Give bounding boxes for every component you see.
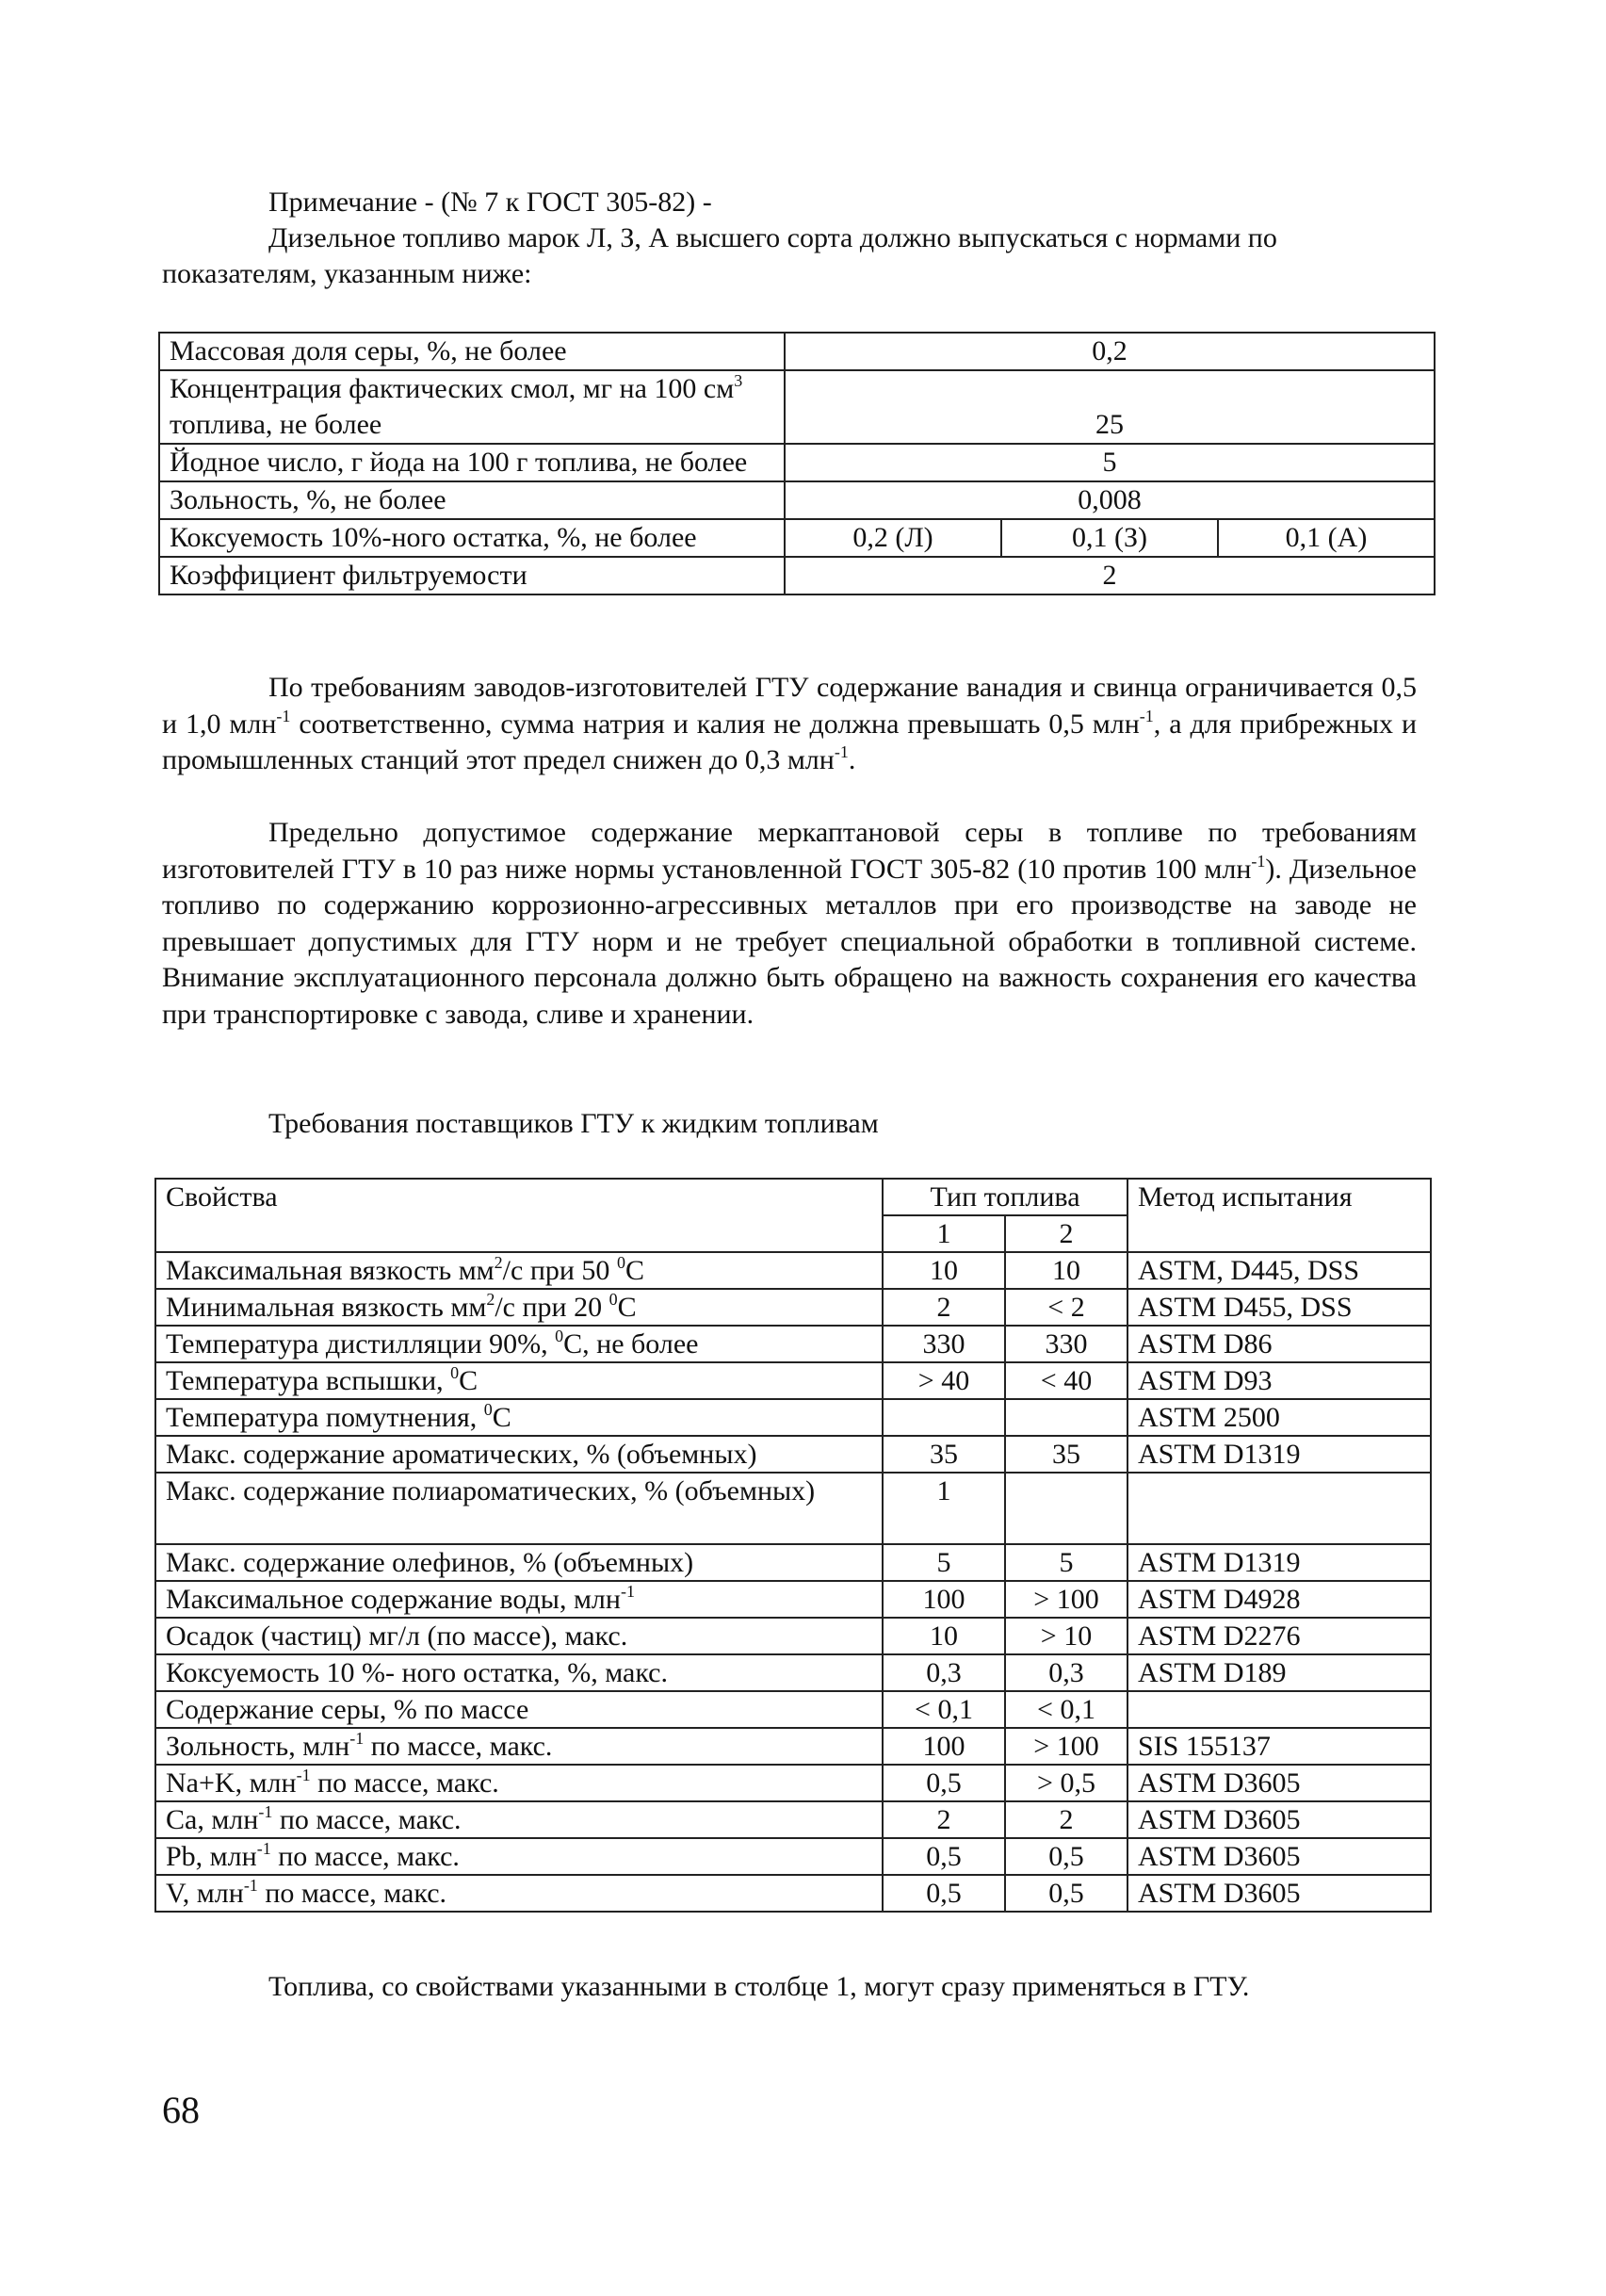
value-type-1: 100	[883, 1581, 1005, 1618]
table-row	[155, 1838, 1431, 1875]
method-cell: ASTM D1319	[1127, 1436, 1431, 1473]
superscript: -1	[258, 1802, 273, 1821]
superscript: -1	[349, 1729, 365, 1748]
table-row	[155, 1728, 1431, 1765]
property-text: по массе, макс.	[257, 1878, 447, 1909]
property-cell	[155, 1326, 883, 1362]
paragraph-text: , а для прибрежных и промышленных станций этот предел снижен до 0,3 млн	[162, 708, 1417, 775]
row-value: 0,1 (З)	[1001, 519, 1218, 557]
property-text: Ca, млн	[166, 1804, 259, 1835]
paragraph-text: ). Дизельное топливо по содержанию коррозионно-агрессивных металлов при его производстве на заводе не превышает допустимых для ГТУ норм и не требует специальной обработки в топливной системе. Внимание эксплуатационного персонала должно быть обращено на важность сохранения его качества при транспортировке с завода, сливе и хранении.	[162, 853, 1417, 1030]
value-type-1: 2	[883, 1801, 1005, 1838]
table-row	[155, 1691, 1431, 1728]
table-row	[159, 370, 1435, 444]
property-text: по массе, макс.	[272, 1804, 462, 1835]
table-row	[159, 519, 1435, 557]
table-row	[155, 1436, 1431, 1473]
method-cell: ASTM 2500	[1127, 1399, 1431, 1436]
method-cell: ASTM D3605	[1127, 1765, 1431, 1801]
row-label: Йодное число, г йода на 100 г топлива, не более	[159, 444, 785, 481]
paragraph-text: соответственно, сумма натрия и калия не должна превышать 0,5 млн	[290, 708, 1140, 740]
value-type-1: 100	[883, 1728, 1005, 1765]
header-type-1: 1	[883, 1215, 1005, 1252]
property-text: Температура дистилляции 90%,	[166, 1328, 556, 1360]
table-row	[159, 481, 1435, 519]
property-text: С	[492, 1402, 511, 1433]
row-value: 5	[785, 444, 1435, 481]
table-row	[155, 1326, 1431, 1362]
fuel-requirements-table	[154, 1178, 1432, 1913]
property-text: /с при 50	[502, 1255, 617, 1286]
property-text: С	[625, 1255, 644, 1286]
property-text: по массе, макс.	[310, 1767, 499, 1799]
superscript: -1	[276, 706, 291, 725]
method-cell: ASTM D1319	[1127, 1544, 1431, 1581]
value-type-2: 0,5	[1005, 1838, 1127, 1875]
row-value: 0,2	[785, 333, 1435, 370]
table-row	[155, 1399, 1431, 1436]
value-type-2: 35	[1005, 1436, 1127, 1473]
value-type-1: 5	[883, 1544, 1005, 1581]
table-row	[159, 557, 1435, 594]
method-cell: ASTM D2276	[1127, 1618, 1431, 1654]
value-type-2: > 0,5	[1005, 1765, 1127, 1801]
note-title: Примечание - (№ 7 к ГОСТ 305-82) -	[268, 187, 712, 218]
value-type-1: < 0,1	[883, 1691, 1005, 1728]
page-number: 68	[162, 2089, 200, 2131]
header-properties: Свойства	[155, 1179, 883, 1252]
property-text: V, млн	[166, 1878, 244, 1909]
row-value: 25	[785, 370, 1435, 444]
value-type-1: 0,5	[883, 1838, 1005, 1875]
value-type-1: 10	[883, 1618, 1005, 1654]
superscript: -1	[834, 742, 849, 761]
header-type-2: 2	[1005, 1215, 1127, 1252]
property-text: Осадок (частиц) мг/л (по массе), макс.	[166, 1620, 628, 1652]
table-row	[155, 1252, 1431, 1289]
property-text: по массе, макс.	[364, 1731, 553, 1762]
row-label: Зольность, %, не более	[159, 481, 785, 519]
property-text: Макс. содержание олефинов, % (объемных)	[166, 1547, 694, 1578]
method-cell: ASTM D3605	[1127, 1838, 1431, 1875]
value-type-2	[1005, 1399, 1127, 1436]
table-row	[159, 444, 1435, 481]
property-text: Максимальная вязкость мм	[166, 1255, 495, 1286]
row-label	[159, 370, 785, 444]
row-value: 0,008	[785, 481, 1435, 519]
property-cell	[155, 1436, 883, 1473]
property-text: Температура помутнения,	[166, 1402, 484, 1433]
note-body: Дизельное топливо марок Л, З, А высшего сорта должно выпускаться с нормами по показателям, указанным ниже:	[162, 222, 1277, 289]
table-body	[155, 1252, 1431, 1912]
property-text: Зольность, млн	[166, 1731, 350, 1762]
superscript: -1	[1139, 706, 1154, 725]
value-type-2	[1005, 1473, 1127, 1544]
row-label: Коэффициент фильтруемости	[159, 557, 785, 594]
property-text: Содержание серы, % по массе	[166, 1694, 529, 1725]
value-type-2: < 2	[1005, 1289, 1127, 1326]
superscript: 0	[616, 1253, 625, 1272]
value-type-2: < 40	[1005, 1362, 1127, 1399]
row-label: Массовая доля серы, %, не более	[159, 333, 785, 370]
superscript: -1	[1251, 851, 1266, 871]
superscript: -1	[296, 1766, 311, 1784]
property-text: Pb, млн	[166, 1841, 257, 1872]
property-cell	[155, 1362, 883, 1399]
method-cell	[1127, 1691, 1431, 1728]
property-text: Максимальное содержание воды, млн	[166, 1584, 621, 1615]
final-note: Топлива, со свойствами указанными в столбце 1, могут сразу применяться в ГТУ.	[268, 1971, 1250, 2002]
value-type-2: 10	[1005, 1252, 1127, 1289]
diesel-norms-table	[158, 332, 1436, 595]
property-text: Макс. содержание полиароматических, % (объемных)	[166, 1475, 816, 1506]
table-row	[155, 1875, 1431, 1912]
property-text: С	[459, 1365, 479, 1396]
property-cell	[155, 1801, 883, 1838]
property-text: по массе, макс.	[270, 1841, 460, 1872]
property-cell	[155, 1838, 883, 1875]
property-text: Коксуемость 10 %- ного остатка, %, макс.	[166, 1657, 668, 1688]
row-label: Коксуемость 10%-ного остатка, %, не более	[159, 519, 785, 557]
table-row	[155, 1765, 1431, 1801]
paragraph-text: По требованиям заводов-изготовителей ГТУ содержание ванадия и свинца ограничивается 0,5 и 1,0 млн	[162, 672, 1417, 740]
property-cell	[155, 1289, 883, 1326]
property-text: Макс. содержание ароматических, % (объемных)	[166, 1439, 757, 1470]
property-text: Минимальная вязкость мм	[166, 1292, 487, 1323]
paragraph-text: Предельно допустимое содержание меркаптановой серы в топливе по требованиям изготовителей ГТУ в 10 раз ниже нормы установленной ГОСТ 305-82 (10 против 100 млн	[162, 817, 1417, 885]
property-cell	[155, 1875, 883, 1912]
row-label-part: Концентрация фактических смол, мг на 100 см	[170, 373, 735, 404]
property-cell	[155, 1581, 883, 1618]
value-type-1: 0,3	[883, 1654, 1005, 1691]
method-cell: ASTM D86	[1127, 1326, 1431, 1362]
header-method: Метод испытания	[1127, 1179, 1431, 1252]
paragraph-mercaptan-sulfur	[162, 815, 1417, 1033]
table-caption: Требования поставщиков ГТУ к жидким топливам	[268, 1108, 879, 1139]
superscript: -1	[243, 1876, 258, 1895]
paragraph-vanadium-lead	[162, 670, 1417, 779]
paragraph-text: .	[848, 744, 856, 775]
table-row	[155, 1654, 1431, 1691]
property-cell	[155, 1765, 883, 1801]
value-type-1: 2	[883, 1289, 1005, 1326]
superscript: 2	[494, 1253, 503, 1272]
value-type-1: 1	[883, 1473, 1005, 1544]
property-text: Температура вспышки,	[166, 1365, 451, 1396]
property-text: С, не более	[563, 1328, 699, 1360]
row-value: 0,2 (Л)	[785, 519, 1001, 557]
value-type-1: 0,5	[883, 1765, 1005, 1801]
property-text: С	[617, 1292, 637, 1323]
superscript: 2	[486, 1290, 495, 1309]
value-type-2: 2	[1005, 1801, 1127, 1838]
value-type-1: 0,5	[883, 1875, 1005, 1912]
method-cell: ASTM, D445, DSS	[1127, 1252, 1431, 1289]
row-value: 2	[785, 557, 1435, 594]
table-row	[155, 1801, 1431, 1838]
property-cell	[155, 1399, 883, 1436]
property-cell	[155, 1654, 883, 1691]
row-value: 0,1 (А)	[1218, 519, 1435, 557]
property-cell	[155, 1618, 883, 1654]
value-type-2: 5	[1005, 1544, 1127, 1581]
superscript: 3	[734, 371, 743, 390]
value-type-2: < 0,1	[1005, 1691, 1127, 1728]
value-type-2: 0,3	[1005, 1654, 1127, 1691]
table-row	[155, 1473, 1431, 1544]
value-type-1: 35	[883, 1436, 1005, 1473]
table-row	[155, 1544, 1431, 1581]
value-type-1: > 40	[883, 1362, 1005, 1399]
method-cell: ASTM D93	[1127, 1362, 1431, 1399]
property-cell	[155, 1691, 883, 1728]
method-cell: ASTM D189	[1127, 1654, 1431, 1691]
property-cell	[155, 1252, 883, 1289]
value-type-2: > 100	[1005, 1728, 1127, 1765]
property-cell	[155, 1728, 883, 1765]
property-cell	[155, 1544, 883, 1581]
method-cell: ASTM D4928	[1127, 1581, 1431, 1618]
value-type-1	[883, 1399, 1005, 1436]
property-text: Na+K, млн	[166, 1767, 297, 1799]
superscript: 0	[483, 1400, 493, 1419]
method-cell: ASTM D3605	[1127, 1801, 1431, 1838]
table-row	[155, 1581, 1431, 1618]
value-type-2: 330	[1005, 1326, 1127, 1362]
superscript: 0	[450, 1363, 460, 1382]
table-header-row	[155, 1179, 1431, 1215]
table-row	[155, 1289, 1431, 1326]
value-type-1: 10	[883, 1252, 1005, 1289]
superscript: 0	[555, 1327, 564, 1345]
value-type-1: 330	[883, 1326, 1005, 1362]
method-cell: ASTM D455, DSS	[1127, 1289, 1431, 1326]
property-text: /с при 20	[495, 1292, 609, 1323]
method-cell: SIS 155137	[1127, 1728, 1431, 1765]
row-label-part: топлива, не более	[170, 409, 382, 440]
superscript: -1	[256, 1839, 271, 1858]
value-type-2: > 100	[1005, 1581, 1127, 1618]
method-cell	[1127, 1473, 1431, 1544]
method-cell: ASTM D3605	[1127, 1875, 1431, 1912]
table-row	[155, 1362, 1431, 1399]
table-row	[159, 333, 1435, 370]
superscript: -1	[620, 1582, 635, 1601]
header-fuel-type: Тип топлива	[883, 1179, 1127, 1215]
property-cell	[155, 1473, 883, 1544]
table-row	[155, 1618, 1431, 1654]
superscript: 0	[608, 1290, 618, 1309]
value-type-2: > 10	[1005, 1618, 1127, 1654]
value-type-2: 0,5	[1005, 1875, 1127, 1912]
